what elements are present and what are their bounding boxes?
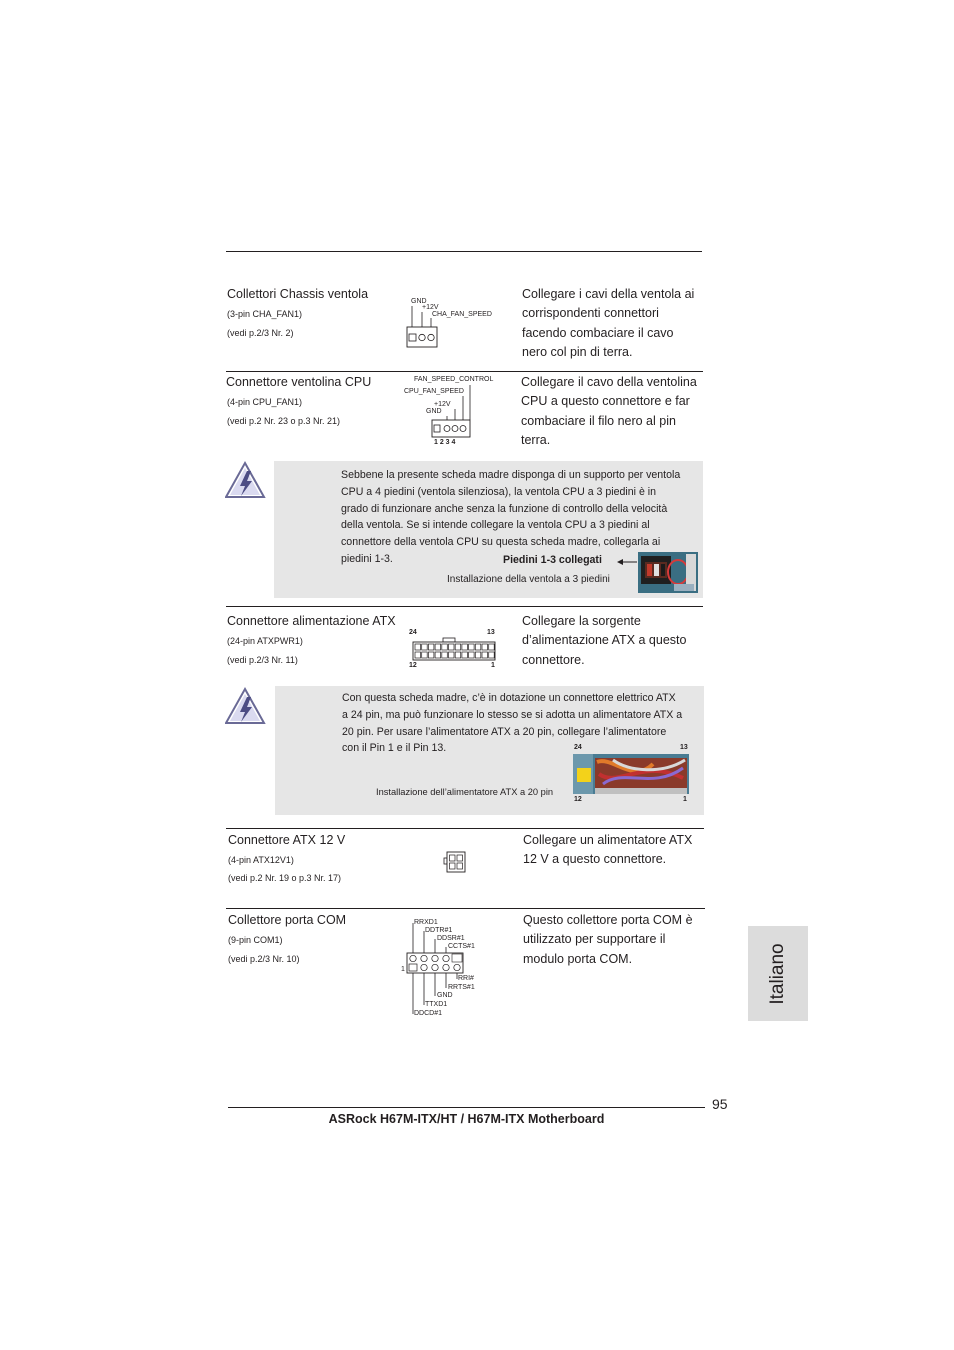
cpu-fan-ref: (vedi p.2 Nr. 23 o p.3 Nr. 21) — [227, 416, 341, 426]
cha-fan-title: Collettori Chassis ventola — [227, 287, 369, 301]
com-ref: (vedi p.2/3 Nr. 10) — [228, 954, 300, 964]
atx12v-ref: (vedi p.2 Nr. 19 o p.3 Nr. 17) — [228, 873, 342, 883]
atx-photo-pin-12: 12 — [574, 796, 582, 803]
cpu-12v-label: +12V — [434, 401, 451, 408]
cha-fan-desc: Collegare i cavi della ventola ai corrispondenti connettori facendo combaciare il cavo nero col pin di terra. — [522, 287, 695, 359]
com-ttxd1-label: TTXD1 — [425, 1001, 448, 1008]
language-tab — [748, 926, 808, 1021]
cha-fan-ref: (vedi p.2/3 Nr. 2) — [227, 328, 294, 338]
cha-12v-label: +12V — [422, 304, 439, 311]
language-tab-label: Italiano — [767, 942, 788, 1005]
cpu-fan-diagram — [402, 376, 502, 451]
atx12v-title: Connettore ATX 12 V — [228, 833, 346, 847]
cpu-fan-desc: Collegare il cavo della ventolina CPU a questo connettore e far combaciare il filo nero al pin terra. — [521, 375, 697, 447]
divider-1 — [226, 371, 703, 372]
com-desc: Questo collettore porta COM è utilizzato per supportare il modulo porta COM. — [523, 913, 693, 966]
page-number: 95 — [712, 1096, 728, 1112]
atx-pin-24: 24 — [409, 629, 417, 636]
footer-product: ASRock H67M-ITX/HT / H67M-ITX Motherboard — [328, 1112, 605, 1126]
com-ddtr1-label: DDTR#1 — [425, 927, 453, 934]
atx-connector-diagram — [405, 628, 500, 673]
fan-caption: Installazione della ventola a 3 piedini — [447, 574, 610, 585]
com-rrts1-label: RRTS#1 — [448, 984, 475, 991]
cpu-fan-title: Connettore ventolina CPU — [226, 375, 372, 389]
com-gnd-label: GND — [437, 992, 453, 999]
com-title: Collettore porta COM — [228, 913, 347, 927]
cha-speed-label: CHA_FAN_SPEED — [432, 311, 492, 318]
atx-note-text: Con questa scheda madre, c’è in dotazione un connettore elettrico ATX a 24 pin, ma può funzionare lo stesso se si adotta un alimentatore ATX a 20 pin. Per usare l’alimentatore ATX a 20 pin, collegare l’alimentatore con il Pin 1 e il Pin 13. — [342, 692, 683, 755]
atx-photo-pin-24: 24 — [574, 744, 582, 751]
fan-callout: Piedini 1-3 collegati — [503, 554, 602, 566]
com-ccts1-label: CCTS#1 — [448, 943, 475, 950]
divider-2 — [226, 606, 703, 607]
cpu-gnd-label: GND — [426, 408, 442, 415]
divider-3 — [226, 828, 704, 829]
atx-photo-pin-13: 13 — [680, 744, 688, 751]
atx-desc: Collegare la sorgente d’alimentazione ATX a questo connettore. — [522, 614, 687, 667]
warning-icon — [225, 460, 267, 500]
top-divider — [226, 251, 702, 252]
atx-photo-pin-1: 1 — [683, 796, 687, 803]
atx-pin-13: 13 — [487, 629, 495, 636]
cha-gnd-label: GND — [411, 298, 427, 305]
atx-pin: (24-pin ATXPWR1) — [227, 636, 303, 646]
arrow-left-icon — [616, 557, 638, 567]
warning-icon — [225, 686, 267, 726]
atx-ref: (vedi p.2/3 Nr. 11) — [227, 655, 298, 665]
com-rri-label: RRI# — [458, 975, 474, 982]
atx12v-pin: (4-pin ATX12V1) — [228, 855, 294, 865]
fan-note-text: Sebbene la presente scheda madre disponga di un supporto per ventola CPU a 4 piedini (ventola silenziosa), la ventola CPU a 3 piedini è in grado di funzionare anche senza la funzione di controllo della velocità della ventola. Se si intende collegare la ventola CPU a 3 piedini al connettore della ventola CPU su questa scheda madre, collegarla ai piedini 1-3. — [341, 469, 681, 565]
atx-note-caption: Installazione dell’alimentatore ATX a 20 pin — [376, 787, 554, 797]
atx-pin-1: 1 — [491, 662, 495, 669]
cpu-fan-pin: (4-pin CPU_FAN1) — [227, 397, 303, 407]
com-ddsr1-label: DDSR#1 — [437, 935, 465, 942]
com-pin: (9-pin COM1) — [228, 935, 283, 945]
com-ddcd1-label: DDCD#1 — [414, 1010, 443, 1017]
divider-4 — [226, 908, 705, 909]
cha-fan-pin: (3-pin CHA_FAN1) — [227, 309, 303, 319]
atx12v-connector-diagram — [442, 850, 472, 876]
com-rrxd1-label: RRXD1 — [414, 919, 438, 926]
com-connector-diagram — [398, 917, 490, 1021]
fan-photo — [638, 552, 698, 593]
atx-photo — [570, 742, 692, 806]
atx-pin-12: 12 — [409, 662, 417, 669]
cha-fan-diagram — [402, 297, 502, 352]
cpu-speed-label: CPU_FAN_SPEED — [404, 388, 464, 395]
footer-rule — [228, 1107, 705, 1108]
cpu-pin-numbers: 1 2 3 4 — [434, 439, 456, 446]
com-pin-1-label: 1 — [401, 966, 405, 973]
atx-title: Connettore alimentazione ATX — [227, 614, 396, 628]
cpu-control-label: FAN_SPEED_CONTROL — [414, 376, 494, 383]
atx12v-desc: Collegare un alimentatore ATX 12 V a questo connettore. — [523, 833, 693, 867]
